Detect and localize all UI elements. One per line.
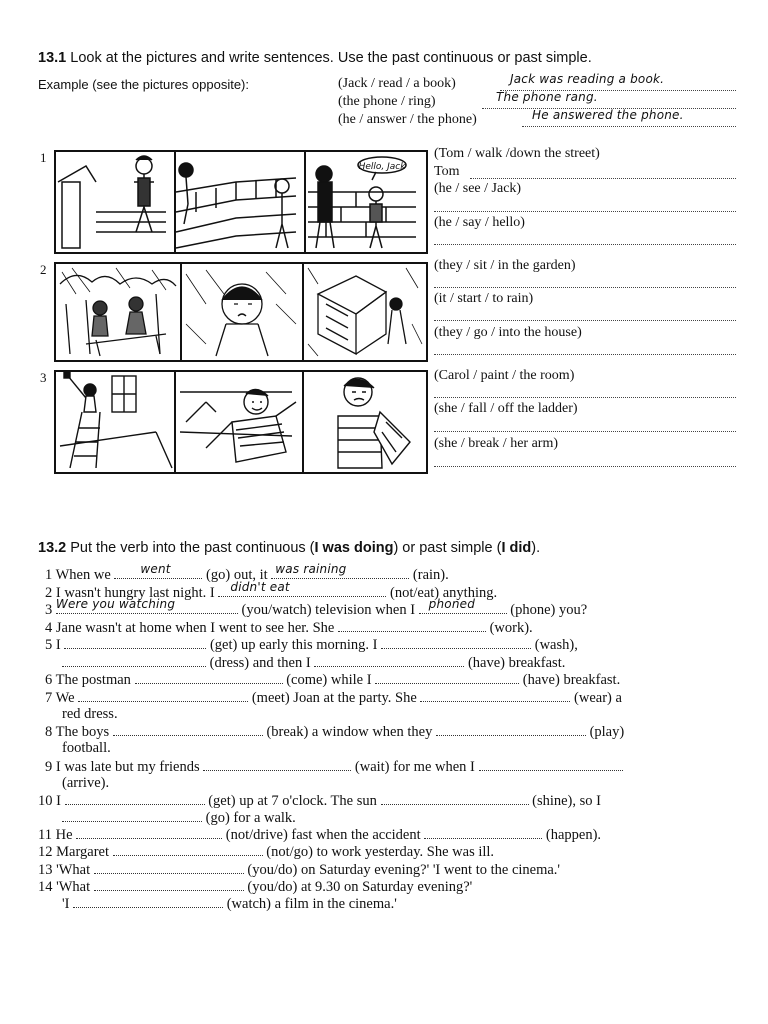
answer-blank[interactable] [436, 723, 586, 736]
carol-ladder-illustration [56, 372, 426, 472]
exercise-number: 13.1 [38, 50, 67, 66]
instruction-pre: Put the verb into the past continuous ( [70, 540, 315, 556]
exercise-13-2-heading [38, 540, 540, 556]
list-item-4 [45, 619, 533, 637]
item-text: 'What [56, 879, 91, 895]
item-text: (meet) Joan at the party. She [251, 690, 417, 706]
handwritten-answer: went [140, 562, 171, 576]
picture-strip-2 [54, 262, 428, 362]
example-answer-3: He answered the phone. [532, 108, 684, 122]
item-number: 1 [45, 567, 53, 583]
item-text: (get) up early this morning. I [209, 637, 378, 653]
picture-strip-3 [54, 370, 428, 474]
item-number: 10 [38, 793, 53, 809]
answer-blank[interactable] [62, 654, 206, 667]
answer-blank[interactable] [479, 758, 623, 771]
answer-blank[interactable] [76, 826, 222, 839]
item-text: (phone) you? [510, 602, 588, 618]
answer-blank[interactable] [64, 636, 206, 649]
answer-blank[interactable] [62, 809, 202, 822]
list-item-8-continued: football. [62, 740, 111, 756]
answer-blank[interactable] [424, 826, 542, 839]
answer-blank[interactable] [94, 878, 244, 891]
list-item-14-continued [62, 895, 397, 913]
exercise-13-1-heading [38, 50, 592, 66]
item-number: 7 [45, 690, 53, 706]
instruction-post: ). [531, 540, 541, 556]
list-item-14 [38, 878, 472, 896]
handwritten-answer: phoned [428, 597, 476, 611]
item-text: 'What [56, 862, 91, 878]
answer-line-3-3[interactable] [434, 466, 736, 467]
instruction-bold-2: I did [501, 540, 532, 556]
item-text: (break) a window when they [266, 724, 433, 740]
item-text: (wait) for me when I [354, 759, 475, 775]
item-text: I [56, 793, 61, 809]
item-text: (not/drive) fast when the accident [225, 827, 421, 843]
answer-blank[interactable] [203, 758, 351, 771]
item-number: 9 [45, 759, 53, 775]
list-item-11 [38, 826, 601, 844]
item-number: 11 [38, 827, 52, 843]
answer-blank[interactable] [381, 636, 531, 649]
item-text: He [55, 827, 73, 843]
group-number-2: 2 [40, 262, 47, 277]
item-number: 2 [45, 585, 53, 601]
answer-blank[interactable] [78, 689, 248, 702]
item-number: 14 [38, 879, 53, 895]
item-text: The boys [55, 724, 110, 740]
item-number: 6 [45, 672, 53, 688]
item-text: (have) breakfast. [522, 672, 621, 688]
answer-line-3-1[interactable] [434, 397, 736, 398]
item-text: The postman [55, 672, 131, 688]
item-number: 8 [45, 724, 53, 740]
list-item-3 [45, 597, 588, 619]
example-prompt-1: (Jack / read / a book) [338, 76, 456, 91]
item-text: (get) up at 7 o'clock. The sun [208, 793, 377, 809]
item-text: (wear) a [574, 690, 622, 706]
list-item-6 [45, 671, 620, 689]
answer-blank[interactable] [338, 619, 486, 632]
answer-blank[interactable] [218, 580, 386, 597]
group-number-3: 3 [40, 370, 47, 385]
item-text: I was late but my friends [55, 759, 200, 775]
item-text: We [55, 690, 75, 706]
answer-line-1-1[interactable] [470, 178, 736, 179]
item-number: 5 [45, 637, 53, 653]
answer-blank[interactable] [419, 597, 507, 614]
example-prompt-2: (the phone / ring) [338, 94, 436, 109]
instruction-mid: ) or past simple ( [393, 540, 502, 556]
prompt-2-2: (it / start / to rain) [434, 291, 534, 306]
list-item-8 [45, 723, 624, 741]
list-item-9 [45, 758, 623, 776]
item-number: 12 [38, 844, 53, 860]
list-item-7-continued: red dress. [62, 706, 118, 722]
item-text: (go) for a walk. [205, 810, 296, 826]
item-text: (not/eat) anything. [390, 585, 498, 601]
prompt-3-3: (she / break / her arm) [434, 436, 558, 451]
prompt-3-1: (Carol / paint / the room) [434, 368, 575, 383]
list-item-5 [45, 636, 578, 654]
handwritten-answer: didn't eat [230, 580, 290, 594]
prompt-1-1: (Tom / walk /down the street) [434, 146, 600, 161]
instruction-bold-1: I was doing [314, 540, 394, 556]
item-text: (watch) a film in the cinema.' [226, 896, 397, 912]
picture-strip-1 [54, 150, 428, 254]
item-text: (not/go) to work yesterday. She was ill. [266, 844, 495, 860]
item-text: I [55, 637, 61, 653]
group-number-1: 1 [40, 150, 47, 165]
item-text: (play) [589, 724, 625, 740]
answer-blank[interactable] [65, 792, 205, 805]
answer-line-3-2[interactable] [434, 431, 736, 432]
item-text: (you/do) at 9.30 on Saturday evening?' [247, 879, 473, 895]
answer-line-2-3[interactable] [434, 354, 736, 355]
item-text: (happen). [545, 827, 602, 843]
example-label: Example (see the pictures opposite): [38, 77, 249, 92]
answer-blank[interactable] [271, 562, 409, 579]
item-text: (have) breakfast. [467, 655, 566, 671]
item-text: (go) out, it [206, 567, 268, 583]
item-text: I wasn't hungry last night. I [55, 585, 215, 601]
tom-walking-illustration [56, 152, 426, 252]
answer-blank[interactable] [420, 689, 570, 702]
list-item-12 [38, 843, 494, 861]
item-number: 3 [45, 602, 53, 618]
answer-blank[interactable] [73, 895, 223, 908]
list-item-10 [38, 792, 601, 810]
answer-blank[interactable] [314, 654, 464, 667]
answer-blank[interactable] [55, 597, 238, 614]
item-text: (come) while I [286, 672, 372, 688]
item-number: 13 [38, 862, 53, 878]
answer-blank[interactable] [94, 861, 244, 874]
list-item-5-continued [62, 654, 565, 672]
answer-blank[interactable] [375, 671, 519, 684]
item-text: Jane wasn't at home when I went to see her. She [55, 620, 335, 636]
answer-line-1-3[interactable] [434, 244, 736, 245]
example-answer-2: The phone rang. [496, 90, 598, 104]
item-text: (you/watch) television when I [241, 602, 416, 618]
item-text: (you/do) on Saturday evening?' 'I went to the cinema.' [247, 862, 561, 878]
item-text: (work). [489, 620, 533, 636]
example-prompt-3: (he / answer / the phone) [338, 112, 477, 127]
answer-blank[interactable] [114, 562, 202, 579]
handwritten-answer: was raining [275, 562, 347, 576]
item-text: Margaret [56, 844, 109, 860]
list-item-13 [38, 861, 560, 879]
exercise-number: 13.2 [38, 540, 67, 556]
answer-starter-tom: Tom [434, 164, 460, 179]
answer-line-2-2[interactable] [434, 320, 736, 321]
answer-line-2-1[interactable] [434, 287, 736, 288]
item-text: (wash), [534, 637, 578, 653]
exercise-instruction: Look at the pictures and write sentences. Use the past continuous or past simple. [70, 50, 592, 66]
prompt-2-3: (they / go / into the house) [434, 325, 582, 340]
item-text: (rain). [412, 567, 449, 583]
list-item-9-continued: (arrive). [62, 775, 110, 791]
answer-blank[interactable] [113, 723, 263, 736]
prompt-1-2: (he / see / Jack) [434, 181, 522, 196]
answer-blank[interactable] [135, 671, 283, 684]
prompt-3-2: (she / fall / off the ladder) [434, 401, 578, 416]
item-text: (shine), so I [532, 793, 601, 809]
speech-bubble-text: Hello, Jack [358, 162, 406, 172]
handwritten-answer: Were you watching [55, 597, 176, 611]
item-text: (dress) and then I [209, 655, 311, 671]
answer-line-1-2[interactable] [434, 211, 736, 212]
item-number: 4 [45, 620, 53, 636]
list-item-7 [45, 689, 622, 707]
item-text: When we [55, 567, 111, 583]
prompt-2-1: (they / sit / in the garden) [434, 258, 576, 273]
answer-blank[interactable] [381, 792, 529, 805]
example-answer-1: Jack was reading a book. [510, 72, 665, 86]
prompt-1-3: (he / say / hello) [434, 215, 525, 230]
item-text: 'I [62, 896, 70, 912]
answer-blank[interactable] [113, 843, 263, 856]
garden-rain-illustration [56, 264, 426, 360]
list-item-10-continued [62, 809, 296, 827]
